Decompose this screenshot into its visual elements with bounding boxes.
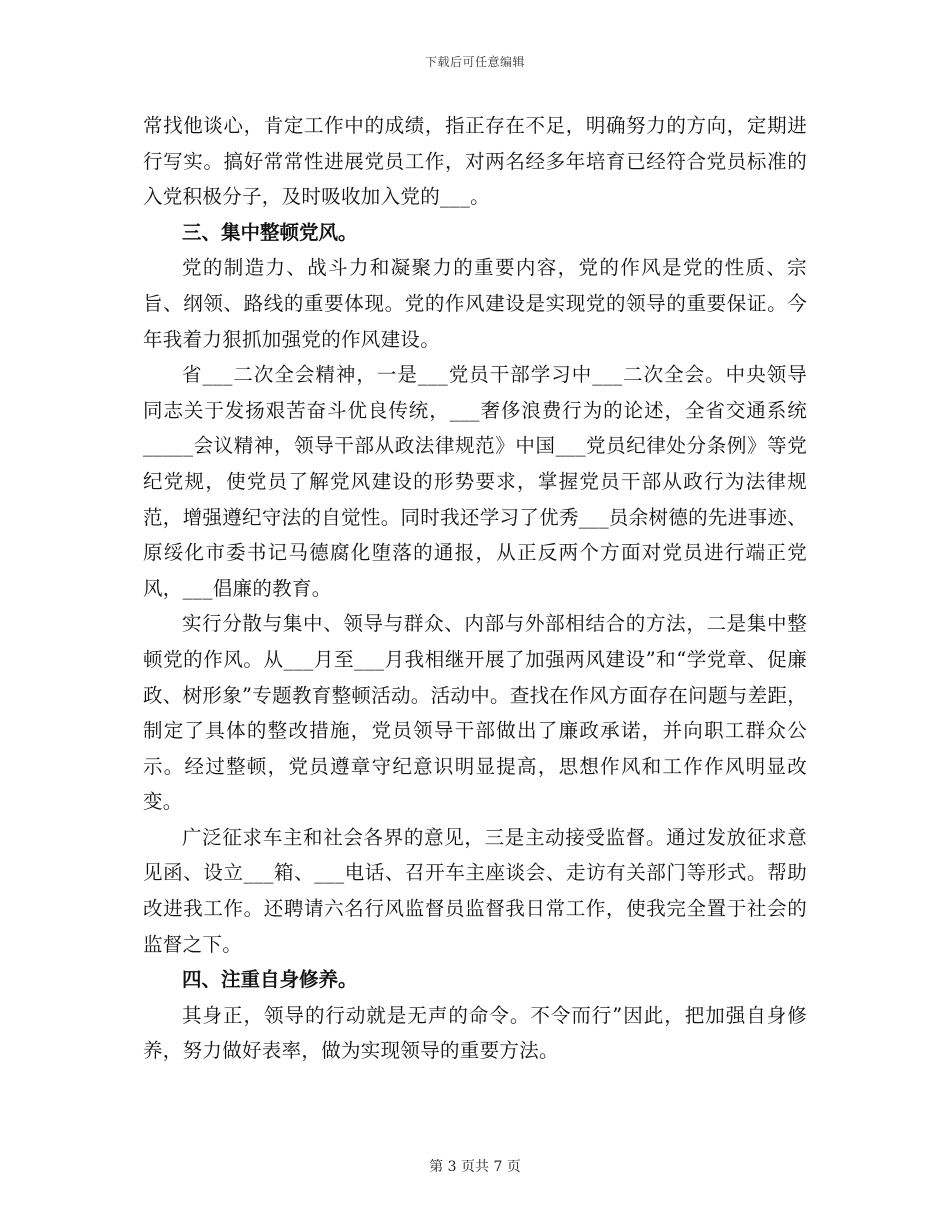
paragraph-party-style-intro: 党的制造力、战斗力和凝聚力的重要内容，党的作风是党的性质、宗旨、纲领、路线的重要体现。党的作风建设是实现党的领导的重要保证。今年我着力狠抓加强党的作风建设。 bbox=[143, 256, 807, 351]
page-footer: 第 3 页共 7 页 bbox=[429, 1159, 521, 1175]
section-heading-4: 四、注重自身修养。 bbox=[182, 968, 358, 992]
page-header: 下载后可任意编辑 bbox=[424, 55, 525, 69]
paragraph-study: 省___二次全会精神，一是___党员干部学习中___二次全会。中央领导同志关于发扬艰苦奋斗优良传统，___奢侈浪费行为的论述，全省交通系统_____会议精神，领导干部从政法律规范》中国___党员纪律处分条例》等党纪党规，使党员了解党风建设的形势要求，掌握党员干部从政行为法律规范，增强遵纪守法的自觉性。同时我还学习了优秀___员余树德的先进事迹、原绥化市委书记马德腐化堕落的通报，从正反两个方面对党员进行端正党风，___倡廉的教育。 bbox=[143, 363, 807, 600]
paragraph-rectification: 实行分散与集中、领导与群众、内部与外部相结合的方法，二是集中整顿党的作风。从___月至___月我相继开展了加强两风建设”和“学党章、促廉政、树形象”专题教育整顿活动。活动中。查找在作风方面存在问题与差距，制定了具体的整改措施，党员领导干部做出了廉政承诺，并向职工群众公示。经过整顿，党员遵章守纪意识明显提高，思想作风和工作作风明显改变。 bbox=[143, 612, 807, 814]
paragraph-continuation: 常找他谈心，肯定工作中的成绩，指正存在不足，明确努力的方向，定期进行写实。搞好常常性进展党员工作，对两名经多年培育已经符合党员标准的入党积极分子，及时吸收加入党的___。 bbox=[143, 114, 807, 209]
section-heading-3: 三、集中整顿党风。 bbox=[182, 220, 358, 244]
paragraph-supervision: 广泛征求车主和社会各界的意见，三是主动接受监督。通过发放征求意见函、设立___箱、___电话、召开车主座谈会、走访有关部门等形式。帮助改进我工作。还聘请六名行风监督员监督我日常工作，使我完全置于社会的监督之下。 bbox=[143, 825, 807, 956]
paragraph-self-cultivation: 其身正，领导的行动就是无声的命令。不令而行”因此，把加强自身修养，努力做好表率，做为实现领导的重要方法。 bbox=[143, 1003, 807, 1063]
document-body bbox=[143, 108, 807, 1069]
